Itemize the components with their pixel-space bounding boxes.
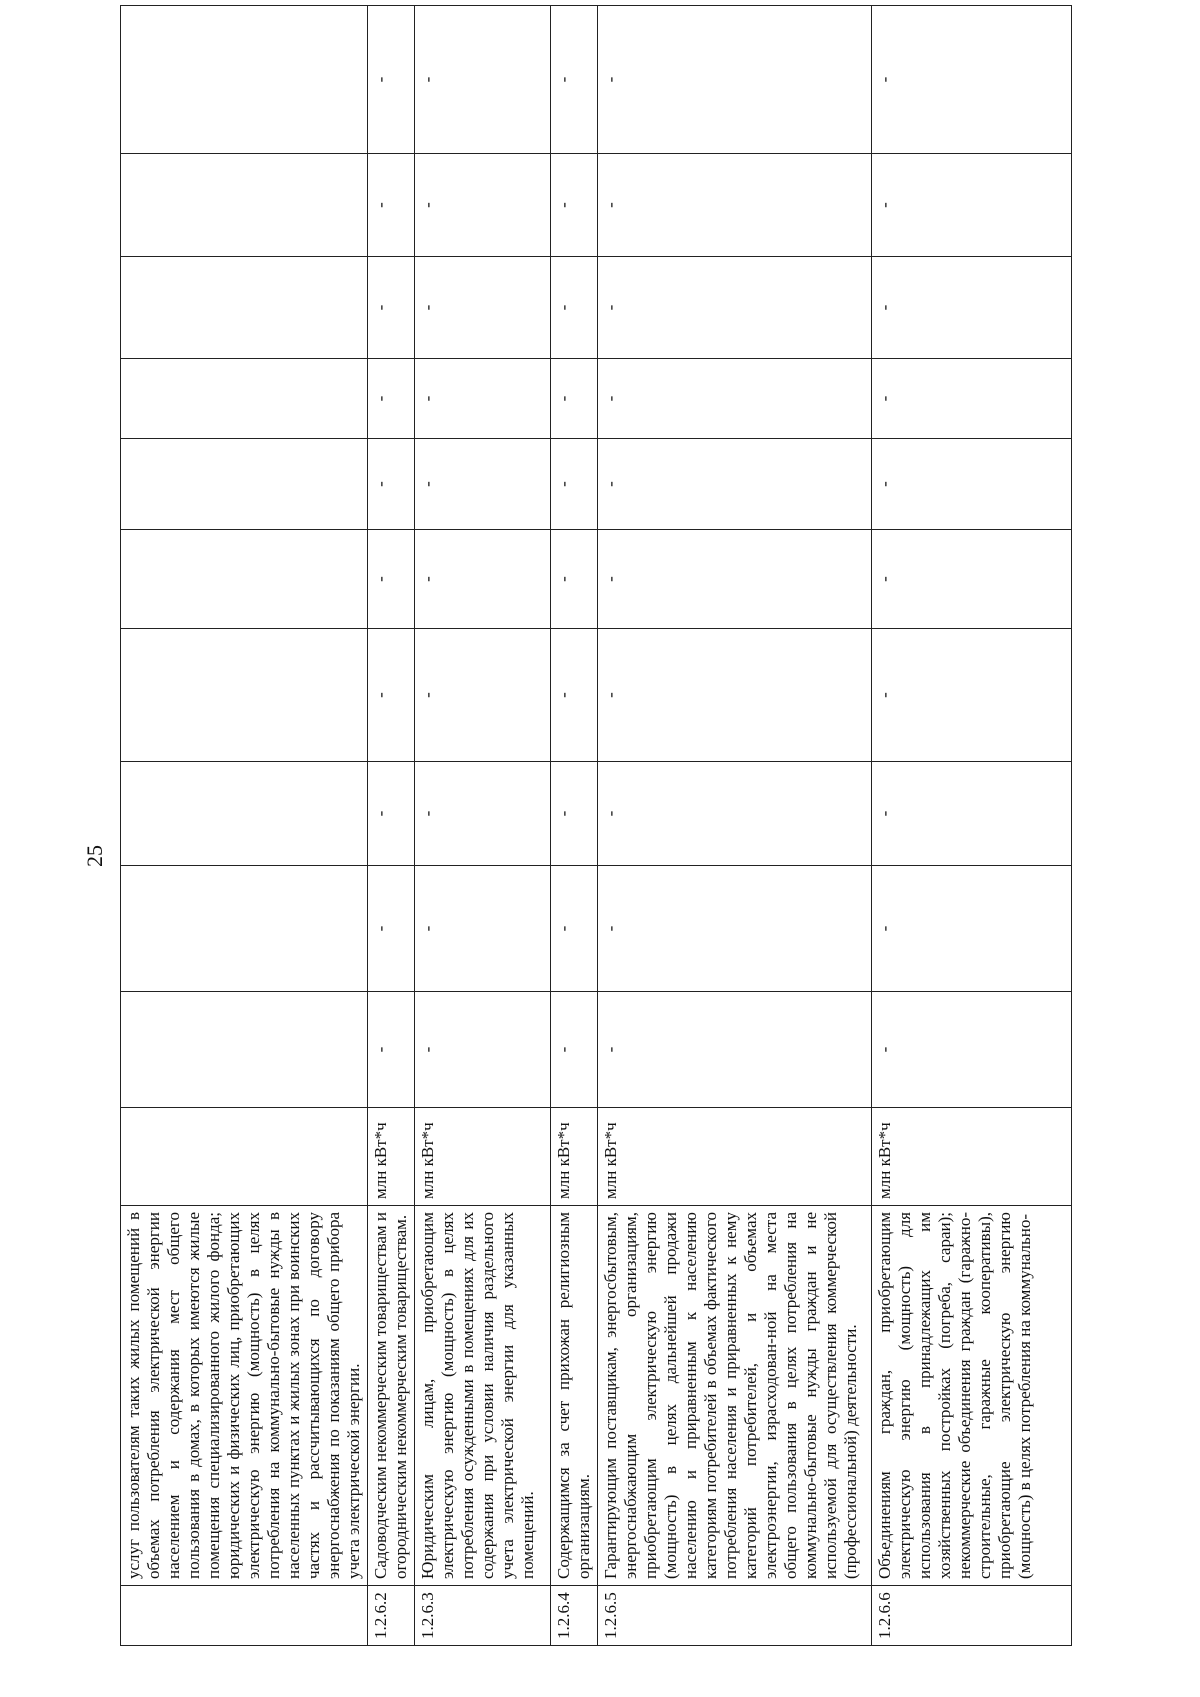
value-cell <box>121 866 368 992</box>
value-cell: - <box>598 530 872 629</box>
value-cell: - <box>551 6 598 154</box>
row-unit <box>121 1108 368 1206</box>
value-cell: - <box>368 866 415 992</box>
value-cell: - <box>872 439 1072 530</box>
value-cell: - <box>415 6 551 154</box>
value-cell: - <box>872 762 1072 866</box>
value-cell: - <box>872 866 1072 992</box>
value-cell: - <box>368 762 415 866</box>
value-cell: - <box>551 866 598 992</box>
value-cell: - <box>368 439 415 530</box>
value-cell: - <box>551 257 598 359</box>
value-cell: - <box>415 629 551 762</box>
row-code: 1.2.6.4 <box>551 1586 598 1646</box>
value-cell: - <box>872 530 1072 629</box>
value-cell <box>121 154 368 257</box>
row-code: 1.2.6.3 <box>415 1586 551 1646</box>
row-code: 1.2.6.2 <box>368 1586 415 1646</box>
value-cell: - <box>872 629 1072 762</box>
row-code: 1.2.6.6 <box>872 1586 1072 1646</box>
row-unit: млн кВт*ч <box>415 1108 551 1206</box>
value-cell: - <box>551 629 598 762</box>
row-description: Объединениям граждан, приобретающим электрическую энергию (мощность) для использования в принадлежащих им хозяйственных постройках (погреба, сараи); некоммерческие объединения граждан (гаражно-строительные, гаражные кооперативы), приобретающие электрическую энергию (мощность) в целях потребления на коммунально- <box>872 1206 1072 1586</box>
value-cell: - <box>598 359 872 439</box>
row-description: Юридическим лицам, приобретающим электрическую энергию (мощность) в целях потребления осужденными в помещениях для их содержания при условии наличия раздельного учета электрической энергии для указанных помещений. <box>415 1206 551 1586</box>
value-cell: - <box>368 154 415 257</box>
value-cell: - <box>872 257 1072 359</box>
page-number: 25 <box>82 845 107 867</box>
value-cell: - <box>415 762 551 866</box>
row-unit: млн кВт*ч <box>872 1108 1072 1206</box>
value-cell: - <box>415 154 551 257</box>
table-row <box>415 6 551 1646</box>
value-cell <box>121 439 368 530</box>
value-cell: - <box>598 6 872 154</box>
value-cell: - <box>415 992 551 1108</box>
value-cell: - <box>872 992 1072 1108</box>
value-cell <box>121 257 368 359</box>
row-description: Гарантирующим поставщикам, энергосбытовым, энергоснабжающим организациям, приобретающим электрическую энергию (мощность) в целях дальнейшей продажи населению и приравненным к населению категориям потребителей в объемах фактического потребления населения и приравненных к нему категорий потребителей, и объемах электроэнергии, израсходован-ной на места общего пользования в целях потребления на коммунально-бытовые нужды граждан и не используемой для осуществления коммерческой (профессиональной) деятельности. <box>598 1206 872 1586</box>
table-row <box>368 6 415 1646</box>
value-cell: - <box>551 530 598 629</box>
value-cell: - <box>551 762 598 866</box>
row-unit: млн кВт*ч <box>551 1108 598 1206</box>
row-description: Содержащимся за счет прихожан религиозным организациям. <box>551 1206 598 1586</box>
value-cell: - <box>368 629 415 762</box>
value-cell: - <box>368 530 415 629</box>
value-cell: - <box>415 257 551 359</box>
row-code <box>121 1586 368 1646</box>
value-cell: - <box>598 992 872 1108</box>
value-cell: - <box>598 629 872 762</box>
row-unit: млн кВт*ч <box>598 1108 872 1206</box>
value-cell: - <box>598 762 872 866</box>
value-cell: - <box>551 359 598 439</box>
value-cell: - <box>872 154 1072 257</box>
row-code: 1.2.6.5 <box>598 1586 872 1646</box>
value-cell: - <box>598 439 872 530</box>
table-row <box>872 6 1072 1646</box>
data-table <box>120 5 1072 1646</box>
value-cell: - <box>415 439 551 530</box>
value-cell: - <box>368 257 415 359</box>
value-cell: - <box>368 992 415 1108</box>
row-description: услуг пользователям таких жилых помещений в объемах потребления электрической энергии населением и содержания мест общего пользования в домах, в которых имеются жилые помещения специализированного жилого фонда; юридических и физических лиц, приобретающих электрическую энергию (мощность) в целях потребления на коммунально-бытовые нужды в населенных пунктах и жилых зонах при воинских частях и рассчитывающихся по договору энергоснабжения по показаниям общего прибора учета электрической энергии. <box>121 1206 368 1586</box>
value-cell: - <box>415 359 551 439</box>
row-description: Садоводческим некоммерческим товариществам и огородническим некоммерческим товариществам. <box>368 1206 415 1586</box>
value-cell: - <box>368 6 415 154</box>
value-cell: - <box>551 439 598 530</box>
value-cell <box>121 762 368 866</box>
value-cell <box>121 6 368 154</box>
value-cell: - <box>551 154 598 257</box>
value-cell: - <box>598 257 872 359</box>
value-cell: - <box>598 866 872 992</box>
value-cell: - <box>598 154 872 257</box>
row-unit: млн кВт*ч <box>368 1108 415 1206</box>
value-cell: - <box>872 359 1072 439</box>
table-row <box>121 6 368 1646</box>
value-cell <box>121 530 368 629</box>
value-cell: - <box>551 992 598 1108</box>
value-cell <box>121 992 368 1108</box>
value-cell <box>121 359 368 439</box>
table-row <box>551 6 598 1646</box>
value-cell <box>121 629 368 762</box>
value-cell: - <box>415 530 551 629</box>
value-cell: - <box>415 866 551 992</box>
value-cell: - <box>872 6 1072 154</box>
table-row <box>598 6 872 1646</box>
value-cell: - <box>368 359 415 439</box>
